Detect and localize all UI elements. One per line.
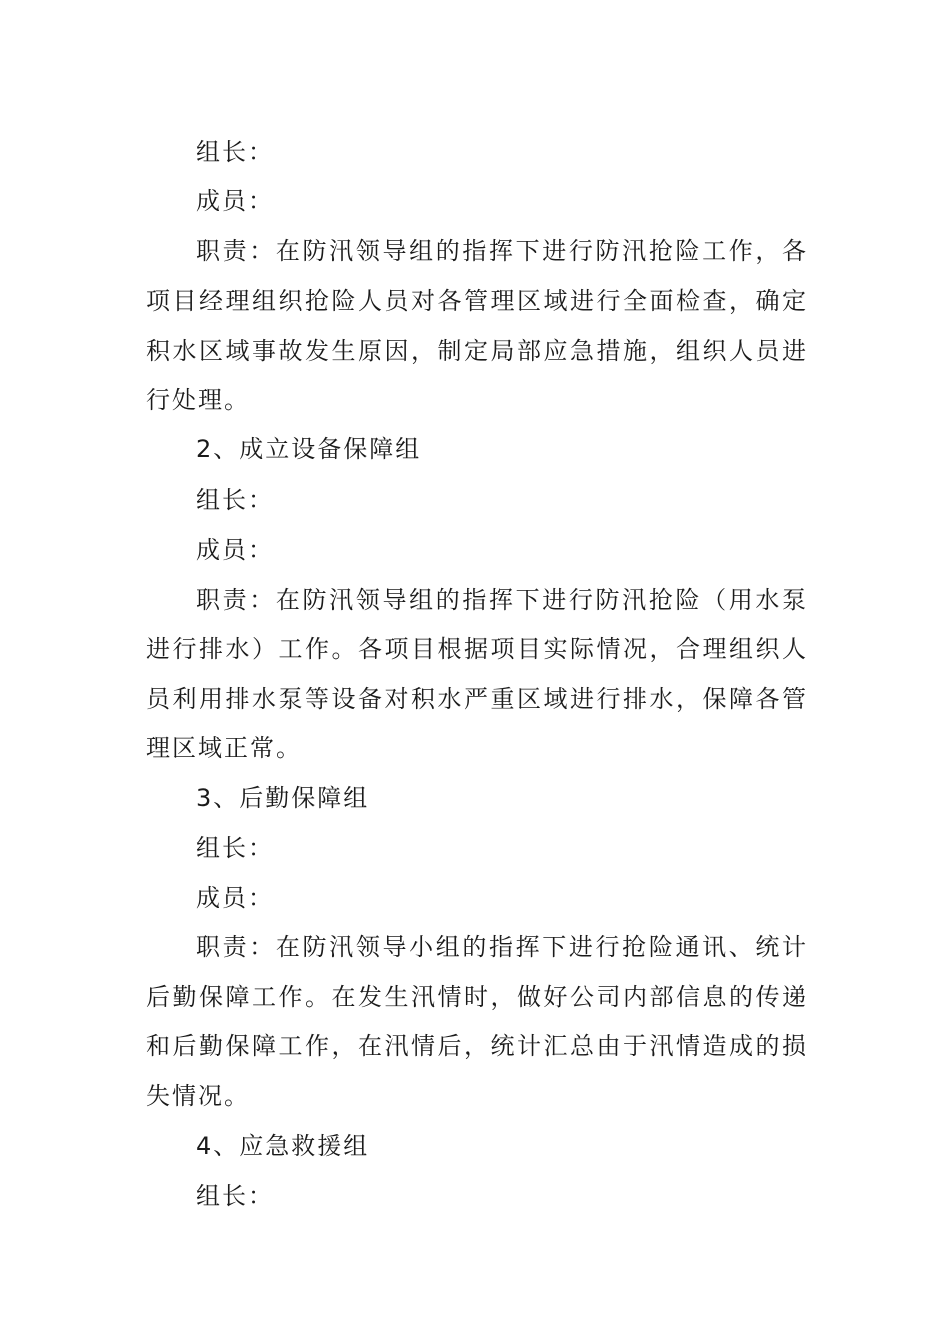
section2-duty-line-2: 进行排水）工作。各项目根据项目实际情况，合理组织人: [146, 635, 806, 663]
section2-heading: 2、成立设备保障组: [196, 435, 422, 463]
section3-members: 成员：: [196, 884, 274, 912]
section4-heading: 4、应急救援组: [196, 1132, 370, 1160]
section1-duty-line-1: 职责：在防汛领导组的指挥下进行防汛抢险工作，各: [196, 237, 806, 265]
section1-leader: 组长：: [196, 138, 274, 166]
section2-duty-line-4: 理区域正常。: [146, 734, 302, 762]
section1-duty-line-3: 积水区域事故发生原因，制定局部应急措施，组织人员进: [146, 337, 806, 365]
section3-duty-line-2: 后勤保障工作。在发生汛情时，做好公司内部信息的传递: [146, 983, 806, 1011]
section1-duty-line-4: 行处理。: [146, 386, 250, 414]
section3-duty-line-4: 失情况。: [146, 1082, 250, 1110]
section3-duty-line-3: 和后勤保障工作，在汛情后，统计汇总由于汛情造成的损: [146, 1032, 806, 1060]
section2-duty-line-3: 员利用排水泵等设备对积水严重区域进行排水，保障各管: [146, 685, 806, 713]
section1-members: 成员：: [196, 187, 274, 215]
section2-duty-line-1: 职责：在防汛领导组的指挥下进行防汛抢险（用水泵: [196, 586, 806, 614]
section3-heading: 3、后勤保障组: [196, 784, 370, 812]
section1-duty-line-2: 项目经理组织抢险人员对各管理区域进行全面检查，确定: [146, 287, 806, 315]
section3-duty-line-1: 职责：在防汛领导小组的指挥下进行抢险通讯、统计: [196, 933, 806, 961]
section2-members: 成员：: [196, 536, 274, 564]
section4-leader: 组长：: [196, 1182, 274, 1210]
section2-leader: 组长：: [196, 486, 274, 514]
section3-leader: 组长：: [196, 834, 274, 862]
